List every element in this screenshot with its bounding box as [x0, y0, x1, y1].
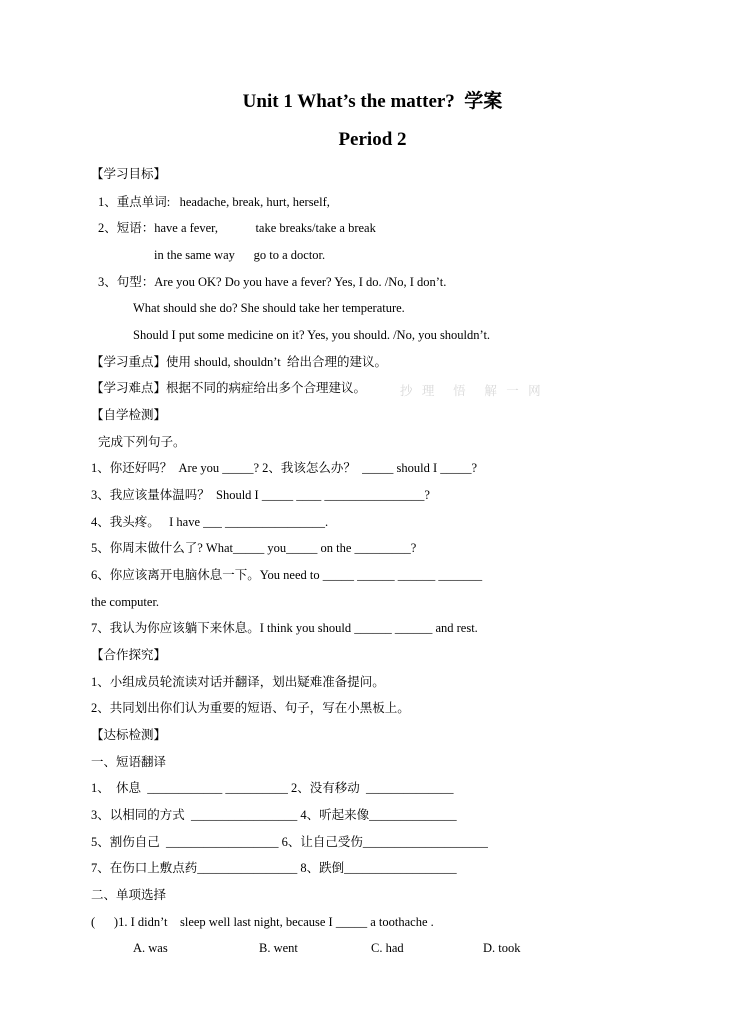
- exercise-line-7: 7、我认为你应该躺下来休息。I think you should ______ ______ and rest.: [91, 621, 478, 635]
- option-c: C. had: [371, 941, 404, 955]
- self-check-instruction: 完成下列句子。: [98, 435, 186, 449]
- document-title: Unit 1 What’s the matter? 学案: [242, 91, 503, 112]
- exercise-line-3: 3、我应该量体温吗？ Should I _____ ____ ________________?: [91, 488, 430, 502]
- option-a: A. was: [133, 941, 168, 955]
- sentence-patterns-line: 3、句型：Are you OK? Do you have a fever? Yes, I do. /No, I don’t.: [98, 275, 447, 289]
- sentence-patterns-line-2: What should she do? She should take her temperature.: [133, 301, 405, 315]
- phrase-translation-row-4: 7、在伤口上敷点药________________ 8、跌倒__________________: [91, 861, 457, 875]
- section-assessment: 【达标检测】: [91, 728, 167, 742]
- phrase-translation-row-3: 5、割伤自己 __________________ 6、让自己受伤____________________: [91, 835, 488, 849]
- exercise-line-5: 5、你周末做什么了? What_____ you_____ on the _________?: [91, 541, 417, 555]
- exercise-line-1: 1、你还好吗？ Are you _____? 2、我该怎么办？ _____ should I _____?: [91, 461, 478, 475]
- sentence-patterns-line-3: Should I put some medicine on it? Yes, you should. /No, you shouldn’t.: [133, 328, 491, 342]
- phrase-translation-row-1: 1、 休息 ____________ __________ 2、没有移动 ______________: [91, 781, 454, 795]
- section-cooperation: 【合作探究】: [91, 648, 167, 662]
- option-b: B. went: [259, 941, 298, 955]
- mc-question-1: ( )1. I didn’t sleep well last night, because I _____ a toothache .: [91, 915, 434, 929]
- key-words-line: 1、重点单词: headache, break, hurt, herself,: [98, 195, 330, 209]
- exercise-line-6-cont: the computer.: [91, 595, 160, 609]
- exercise-line-4: 4、我头疼。 I have ___ ________________.: [91, 515, 329, 529]
- phrase-translation-row-2: 3、以相同的方式 _________________ 4、听起来像______________: [91, 808, 457, 822]
- section-difficulties: 【学习难点】根据不同的病症给出多个合理建议。: [91, 381, 367, 395]
- section-learning-goals: 【学习目标】: [91, 167, 167, 181]
- part-two-heading: 二、单项选择: [91, 888, 167, 902]
- phrases-line-2: in the same way go to a doctor.: [154, 248, 326, 262]
- option-d: D. took: [483, 941, 521, 955]
- phrases-line: 2、短语：have a fever, take breaks/take a break: [98, 221, 376, 235]
- cooperation-item-1: 1、小组成员轮流读对话并翻译，划出疑难准备提问。: [91, 675, 385, 689]
- watermark-text: 抄 理 悟 解 一 网: [400, 384, 541, 398]
- section-key-points: 【学习重点】使用 should, shouldn’t 给出合理的建议。: [91, 355, 387, 369]
- cooperation-item-2: 2、共同划出你们认为重要的短语、句子，写在小黑板上。: [91, 701, 410, 715]
- section-self-check: 【自学检测】: [91, 408, 167, 422]
- document-subtitle: Period 2: [338, 129, 407, 150]
- part-one-heading: 一、短语翻译: [91, 755, 167, 769]
- exercise-line-6: 6、你应该离开电脑休息一下。You need to _____ ______ ______ _______: [91, 568, 483, 582]
